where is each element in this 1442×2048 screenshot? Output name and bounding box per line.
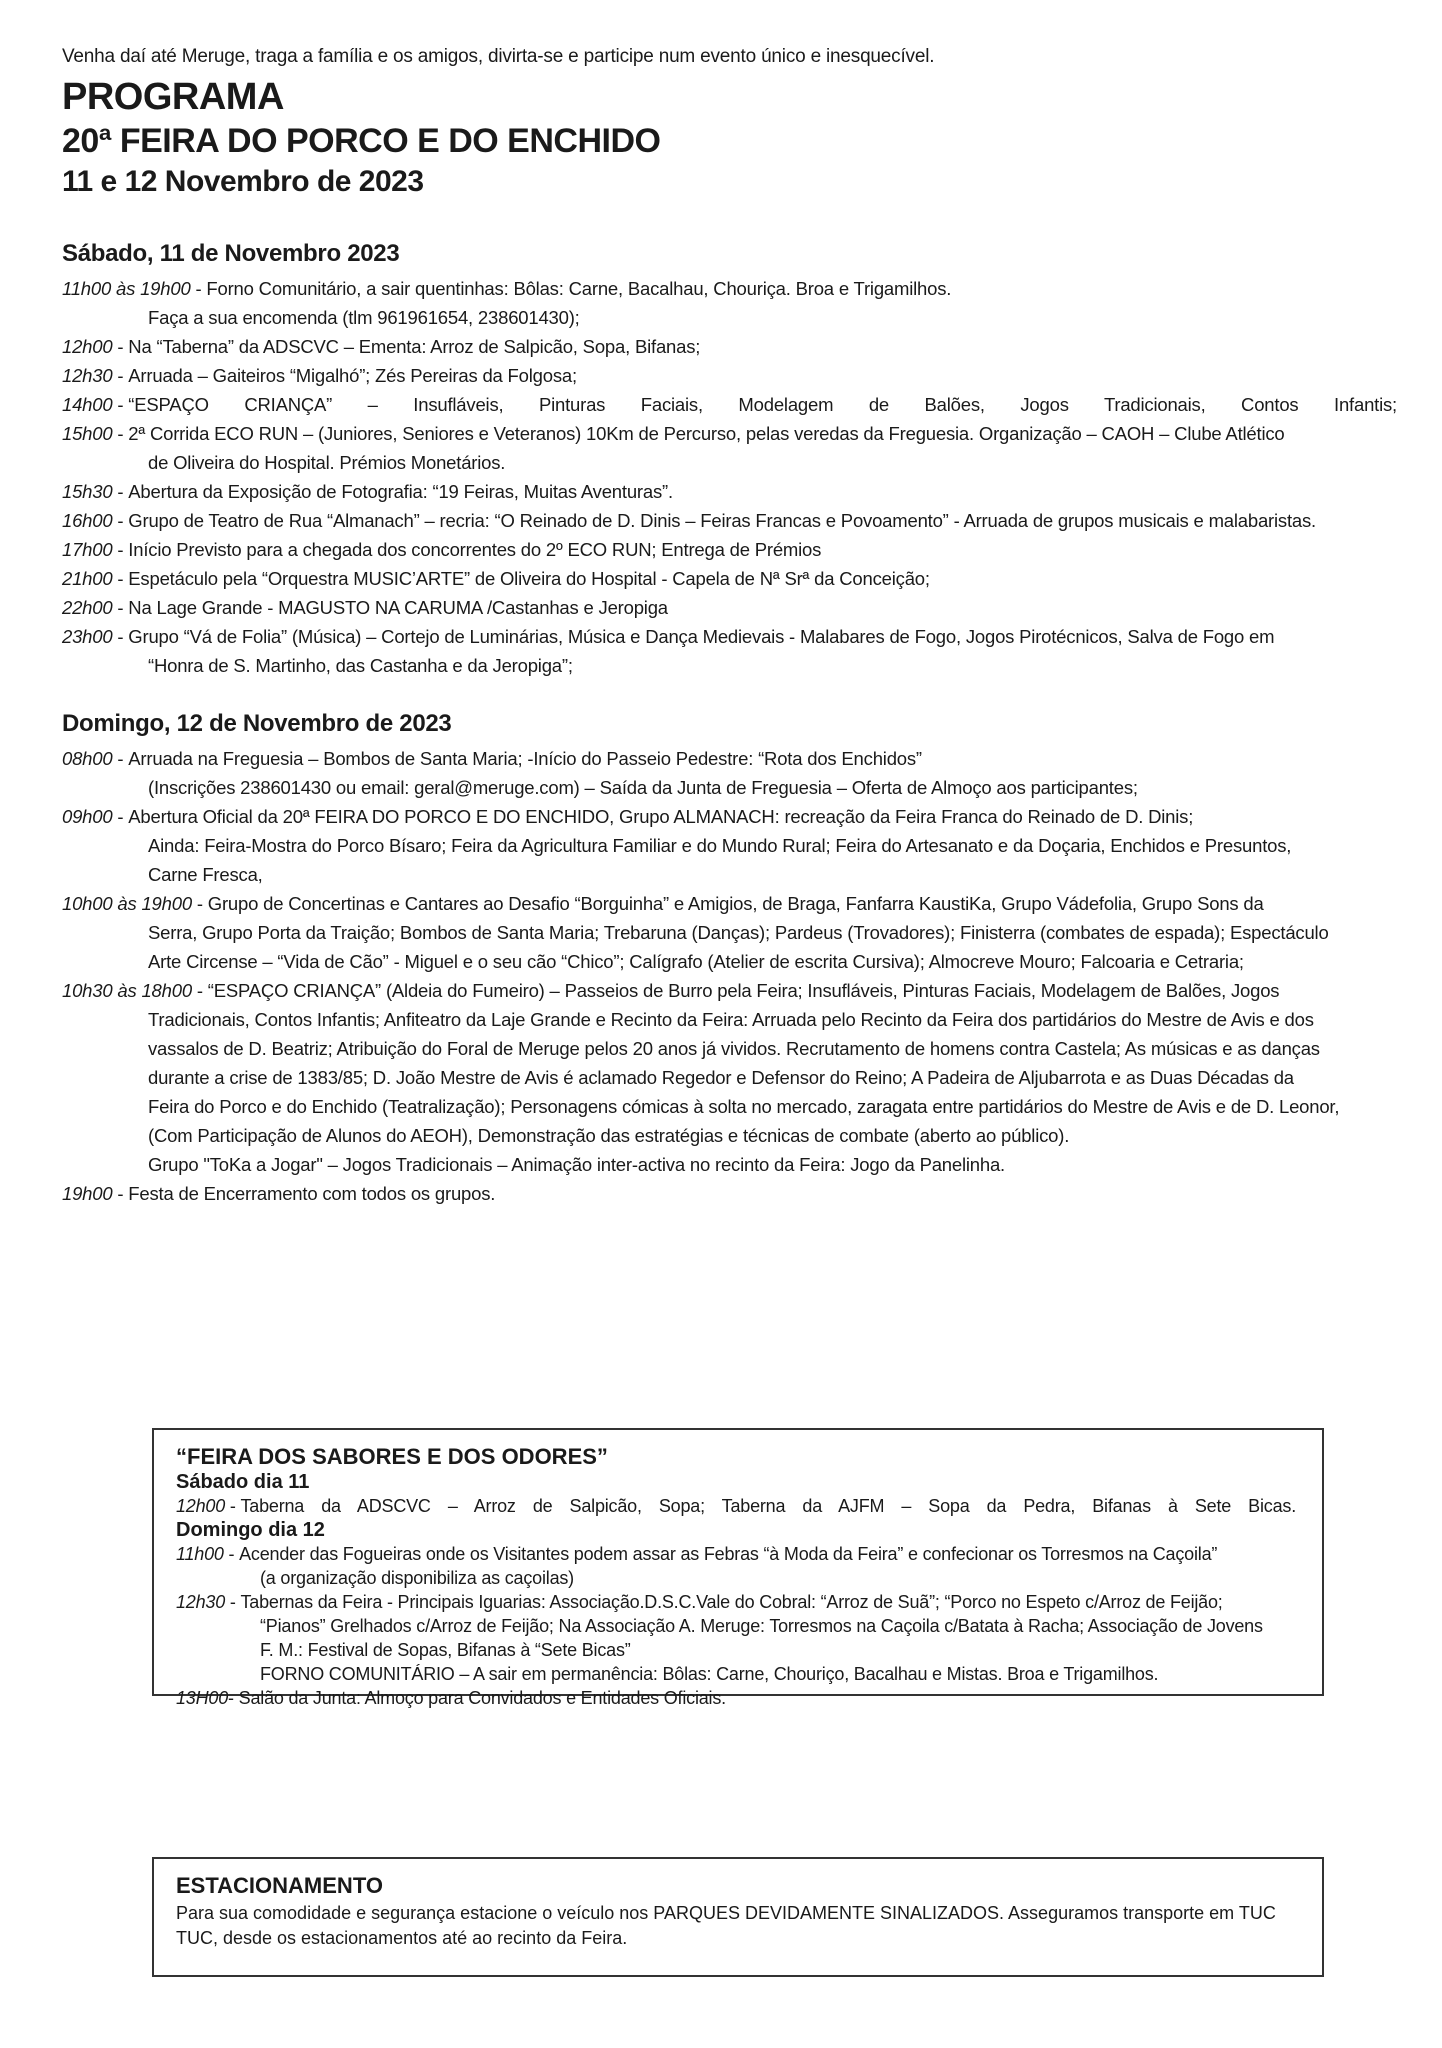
schedule-separator: - (223, 1544, 240, 1564)
schedule-continuation: Serra, Grupo Porta da Traição; Bombos de Santa Maria; Trebaruna (Danças); Pardeus (Trovadores); Finisterra (combates de espada); Espectáculo (148, 922, 1329, 943)
schedule-time: 22h00 (62, 597, 113, 618)
parking-box (152, 1857, 1324, 1977)
schedule-time: 21h00 (62, 568, 113, 589)
schedule-text: Tabernas da Feira - Principais Iguarias: Associação.D.S.C.Vale do Cobral: “Arroz de Suã”; “Porco no Espeto c/Arroz de Feijão; (240, 1592, 1223, 1612)
schedule-continuation: vassalos de D. Beatriz; Atribuição do Foral de Meruge pelos 20 anos já vividos. Recrutamento de homens contra Castela; As músicas e as danças (148, 1038, 1320, 1059)
schedule-separator: - (190, 278, 207, 299)
schedule-time: 10h30 às 18h00 (62, 980, 192, 1001)
schedule-separator: - (112, 568, 129, 589)
schedule-continuation: (a organização disponibiliza as caçoilas) (260, 1568, 574, 1588)
schedule-text: Abertura da Exposição de Fotografia: “19 Feiras, Muitas Aventuras”. (128, 481, 673, 502)
schedule-item (62, 889, 1397, 918)
schedule-time: 16h00 (62, 510, 113, 531)
schedule-continuation: (Com Participação de Alunos do AEOH), Demonstração das estratégias e técnicas de combate (aberto ao público). (148, 1125, 1070, 1146)
schedule-item (62, 274, 1397, 303)
schedule-text: Taberna da ADSCVC – Arroz de Salpicão, Sopa; Taberna da AJFM – Sopa da Pedra, Bifanas à Sete Bicas. (240, 1496, 1296, 1516)
schedule-separator: - (112, 597, 129, 618)
schedule-continuation: Grupo "ToKa a Jogar" – Jogos Tradicionais – Animação inter-activa no recinto da Feira: Jogo da Panelinha. (148, 1154, 1006, 1175)
schedule-text: Grupo de Concertinas e Cantares ao Desafio “Borguinha” e Amigios, de Braga, Fanfarra KaustiKa, Grupo Vádefolia, Grupo Sons da (207, 893, 1264, 914)
schedule-separator: - (112, 394, 129, 415)
intro-text: Venha daí até Meruge, traga a família e os amigos, divirta-se e participe num evento único e inesquecível. (62, 46, 935, 67)
schedule-continuation: Feira do Porco e do Enchido (Teatralização); Personagens cómicas à solta no mercado, zaragata entre partidários do Mestre de Avis e de D. Leonor, (148, 1096, 1340, 1117)
schedule-continuation: FORNO COMUNITÁRIO – A sair em permanência: Bôlas: Carne, Chouriço, Bacalhau e Mistas. Broa e Trigamilhos. (260, 1664, 1159, 1684)
schedule-item (62, 744, 1397, 773)
parking-title: ESTACIONAMENTO (176, 1873, 383, 1898)
schedule-time: 23h00 (62, 626, 113, 647)
saturday-heading: Sábado, 11 de Novembro 2023 (62, 240, 400, 267)
sabores-title: “FEIRA DOS SABORES E DOS ODORES” (176, 1444, 608, 1469)
schedule-item (62, 535, 1397, 564)
schedule-text: Início Previsto para a chegada dos concorrentes do 2º ECO RUN; Entrega de Prémios (128, 539, 822, 560)
schedule-item (62, 593, 1397, 622)
sunday-schedule (62, 744, 1397, 1208)
schedule-continuation: de Oliveira do Hospital. Prémios Monetários. (148, 452, 506, 473)
schedule-item (176, 1542, 1296, 1566)
schedule-text: Acender das Fogueiras onde os Visitantes podem assar as Febras “à Moda da Feira” e confecionar os Torresmos na Caçoila” (239, 1544, 1218, 1564)
schedule-text: “ESPAÇO CRIANÇA” (Aldeia do Fumeiro) – Passeios de Burro pela Feira; Insufláveis, Pinturas Faciais, Modelagem de Balões, Jogos (207, 980, 1280, 1001)
schedule-time: 11h00 (176, 1544, 224, 1564)
page-title: PROGRAMA (62, 76, 284, 118)
schedule-time: 12h00 (62, 336, 113, 357)
schedule-separator: - (112, 626, 129, 647)
schedule-text: Grupo “Vá de Folia” (Música) – Cortejo de Luminárias, Música e Dança Medievais - Malabares de Fogo, Jogos Pirotécnicos, Salva de Fogo em (128, 626, 1275, 647)
program-page (62, 46, 1397, 1208)
schedule-separator: - (191, 980, 208, 1001)
schedule-separator: - (225, 1592, 241, 1612)
schedule-time: 14h00 (62, 394, 113, 415)
schedule-separator: - (112, 510, 129, 531)
schedule-item (176, 1590, 1296, 1614)
schedule-text: Espetáculo pela “Orquestra MUSIC’ARTE” de Oliveira do Hospital - Capela de Nª Srª da Conceição; (128, 568, 930, 589)
schedule-item (176, 1686, 1296, 1710)
schedule-item (62, 419, 1397, 448)
event-dates: 11 e 12 Novembro de 2023 (62, 165, 424, 198)
schedule-item (62, 1179, 1397, 1208)
schedule-time: 13H00 (176, 1688, 229, 1708)
schedule-text: Salão da Junta: Almoço para Convidados e Entidades Oficiais. (238, 1688, 726, 1708)
schedule-text: Na Lage Grande - MAGUSTO NA CARUMA /Castanhas e Jeropiga (128, 597, 668, 618)
schedule-separator: - (112, 423, 129, 444)
sunday-heading: Domingo, 12 de Novembro de 2023 (62, 710, 452, 737)
schedule-time: 19h00 (62, 1183, 113, 1204)
schedule-time: 11h00 às 19h00 (62, 278, 191, 299)
schedule-item (62, 802, 1397, 831)
schedule-separator: - (112, 1183, 129, 1204)
schedule-continuation: Faça a sua encomenda (tlm 961961654, 238601430); (148, 307, 580, 328)
schedule-separator: - (112, 336, 129, 357)
schedule-time: 10h00 às 19h00 (62, 893, 192, 914)
sabores-day1-schedule (176, 1494, 1296, 1518)
schedule-text: Abertura Oficial da 20ª FEIRA DO PORCO E DO ENCHIDO, Grupo ALMANACH: recreação da Feira Franca do Reinado de D. Dinis; (128, 806, 1194, 827)
schedule-item (176, 1494, 1296, 1518)
schedule-time: 15h30 (62, 481, 113, 502)
schedule-continuation: Carne Fresca, (148, 864, 263, 885)
schedule-continuation: Ainda: Feira-Mostra do Porco Bísaro; Feira da Agricultura Familiar e do Mundo Rural; Feira do Artesanato e da Doçaria, Enchidos e Presuntos, (148, 835, 1292, 856)
sabores-day2: Domingo dia 12 (176, 1519, 325, 1541)
schedule-text: Na “Taberna” da ADSCVC – Ementa: Arroz de Salpicão, Sopa, Bifanas; (128, 336, 701, 357)
schedule-separator: - (225, 1496, 241, 1516)
schedule-time: 09h00 (62, 806, 113, 827)
schedule-item (62, 564, 1397, 593)
schedule-separator: - (191, 893, 208, 914)
schedule-item (62, 622, 1397, 651)
schedule-separator: - (112, 748, 129, 769)
schedule-time: 12h00 (176, 1496, 226, 1516)
schedule-continuation: “Honra de S. Martinho, das Castanha e da Jeropiga”; (148, 655, 573, 676)
schedule-continuation: Tradicionais, Contos Infantis; Anfiteatro da Laje Grande e Recinto da Feira: Arruada pelo Recinto da Feira dos partidários do Mestre de Avis e dos (148, 1009, 1314, 1030)
schedule-item (62, 390, 1397, 419)
schedule-item (62, 506, 1397, 535)
schedule-item (62, 477, 1397, 506)
schedule-time: 15h00 (62, 423, 113, 444)
schedule-item (62, 361, 1397, 390)
schedule-text: Arruada – Gaiteiros “Migalhó”; Zés Pereiras da Folgosa; (128, 365, 577, 386)
schedule-text: Arruada na Freguesia – Bombos de Santa Maria; -Início do Passeio Pedestre: “Rota dos Enchidos” (128, 748, 922, 769)
schedule-text: Grupo de Teatro de Rua “Almanach” – recria: “O Reinado de D. Dinis – Feiras Francas e Povoamento” - Arruada de grupos musicais e malabaristas. (128, 510, 1316, 531)
schedule-separator: - (112, 481, 129, 502)
schedule-time: 08h00 (62, 748, 113, 769)
schedule-text: “ESPAÇO CRIANÇA” – Insufláveis, Pinturas Faciais, Modelagem de Balões, Jogos Tradicionais, Contos Infantis; (128, 394, 1397, 415)
schedule-separator: - (112, 806, 129, 827)
parking-text: Para sua comodidade e segurança estacione o veículo nos PARQUES DEVIDAMENTE SINALIZADOS. Asseguramos transporte em TUC TUC, desde os estacionamentos até ao recinto da Feira. (176, 1903, 1276, 1948)
schedule-continuation: (Inscrições 238601430 ou email: geral@meruge.com) – Saída da Junta de Freguesia – Oferta de Almoço aos participantes; (148, 777, 1138, 798)
schedule-text: Festa de Encerramento com todos os grupos. (128, 1183, 496, 1204)
schedule-separator: - (228, 1688, 239, 1708)
schedule-item (62, 976, 1397, 1005)
schedule-continuation: “Pianos” Grelhados c/Arroz de Feijão; Na Associação A. Meruge: Torresmos na Caçoila c/Batata à Racha; Associação de Jovens (260, 1616, 1263, 1636)
event-title: 20ª FEIRA DO PORCO E DO ENCHIDO (62, 122, 661, 160)
schedule-continuation: durante a crise de 1383/85; D. João Mestre de Avis é aclamado Regedor e Defensor do Reino; A Padeira de Aljubarrota e as Duas Décadas da (148, 1067, 1294, 1088)
schedule-time: 12h30 (176, 1592, 226, 1612)
schedule-separator: - (112, 365, 129, 386)
sabores-box (152, 1428, 1324, 1708)
schedule-continuation: Arte Circense – “Vida de Cão” - Miguel e o seu cão “Chico”; Calígrafo (Atelier de escrita Cursiva); Almocreve Mouro; Falcoaria e Cetraria; (148, 951, 1244, 972)
schedule-time: 17h00 (62, 539, 113, 560)
sabores-day2-schedule (176, 1542, 1296, 1710)
saturday-schedule (62, 274, 1397, 680)
schedule-text: Forno Comunitário, a sair quentinhas: Bôlas: Carne, Bacalhau, Chouriça. Broa e Trigamilhos. (206, 278, 952, 299)
schedule-separator: - (112, 539, 129, 560)
schedule-continuation: F. M.: Festival de Sopas, Bifanas à “Sete Bicas” (260, 1640, 631, 1660)
schedule-text: 2ª Corrida ECO RUN – (Juniores, Seniores e Veteranos) 10Km de Percurso, pelas veredas da Freguesia. Organização – CAOH – Clube Atlético (128, 423, 1285, 444)
schedule-time: 12h30 (62, 365, 113, 386)
schedule-item (62, 332, 1397, 361)
sabores-day1: Sábado dia 11 (176, 1471, 310, 1493)
